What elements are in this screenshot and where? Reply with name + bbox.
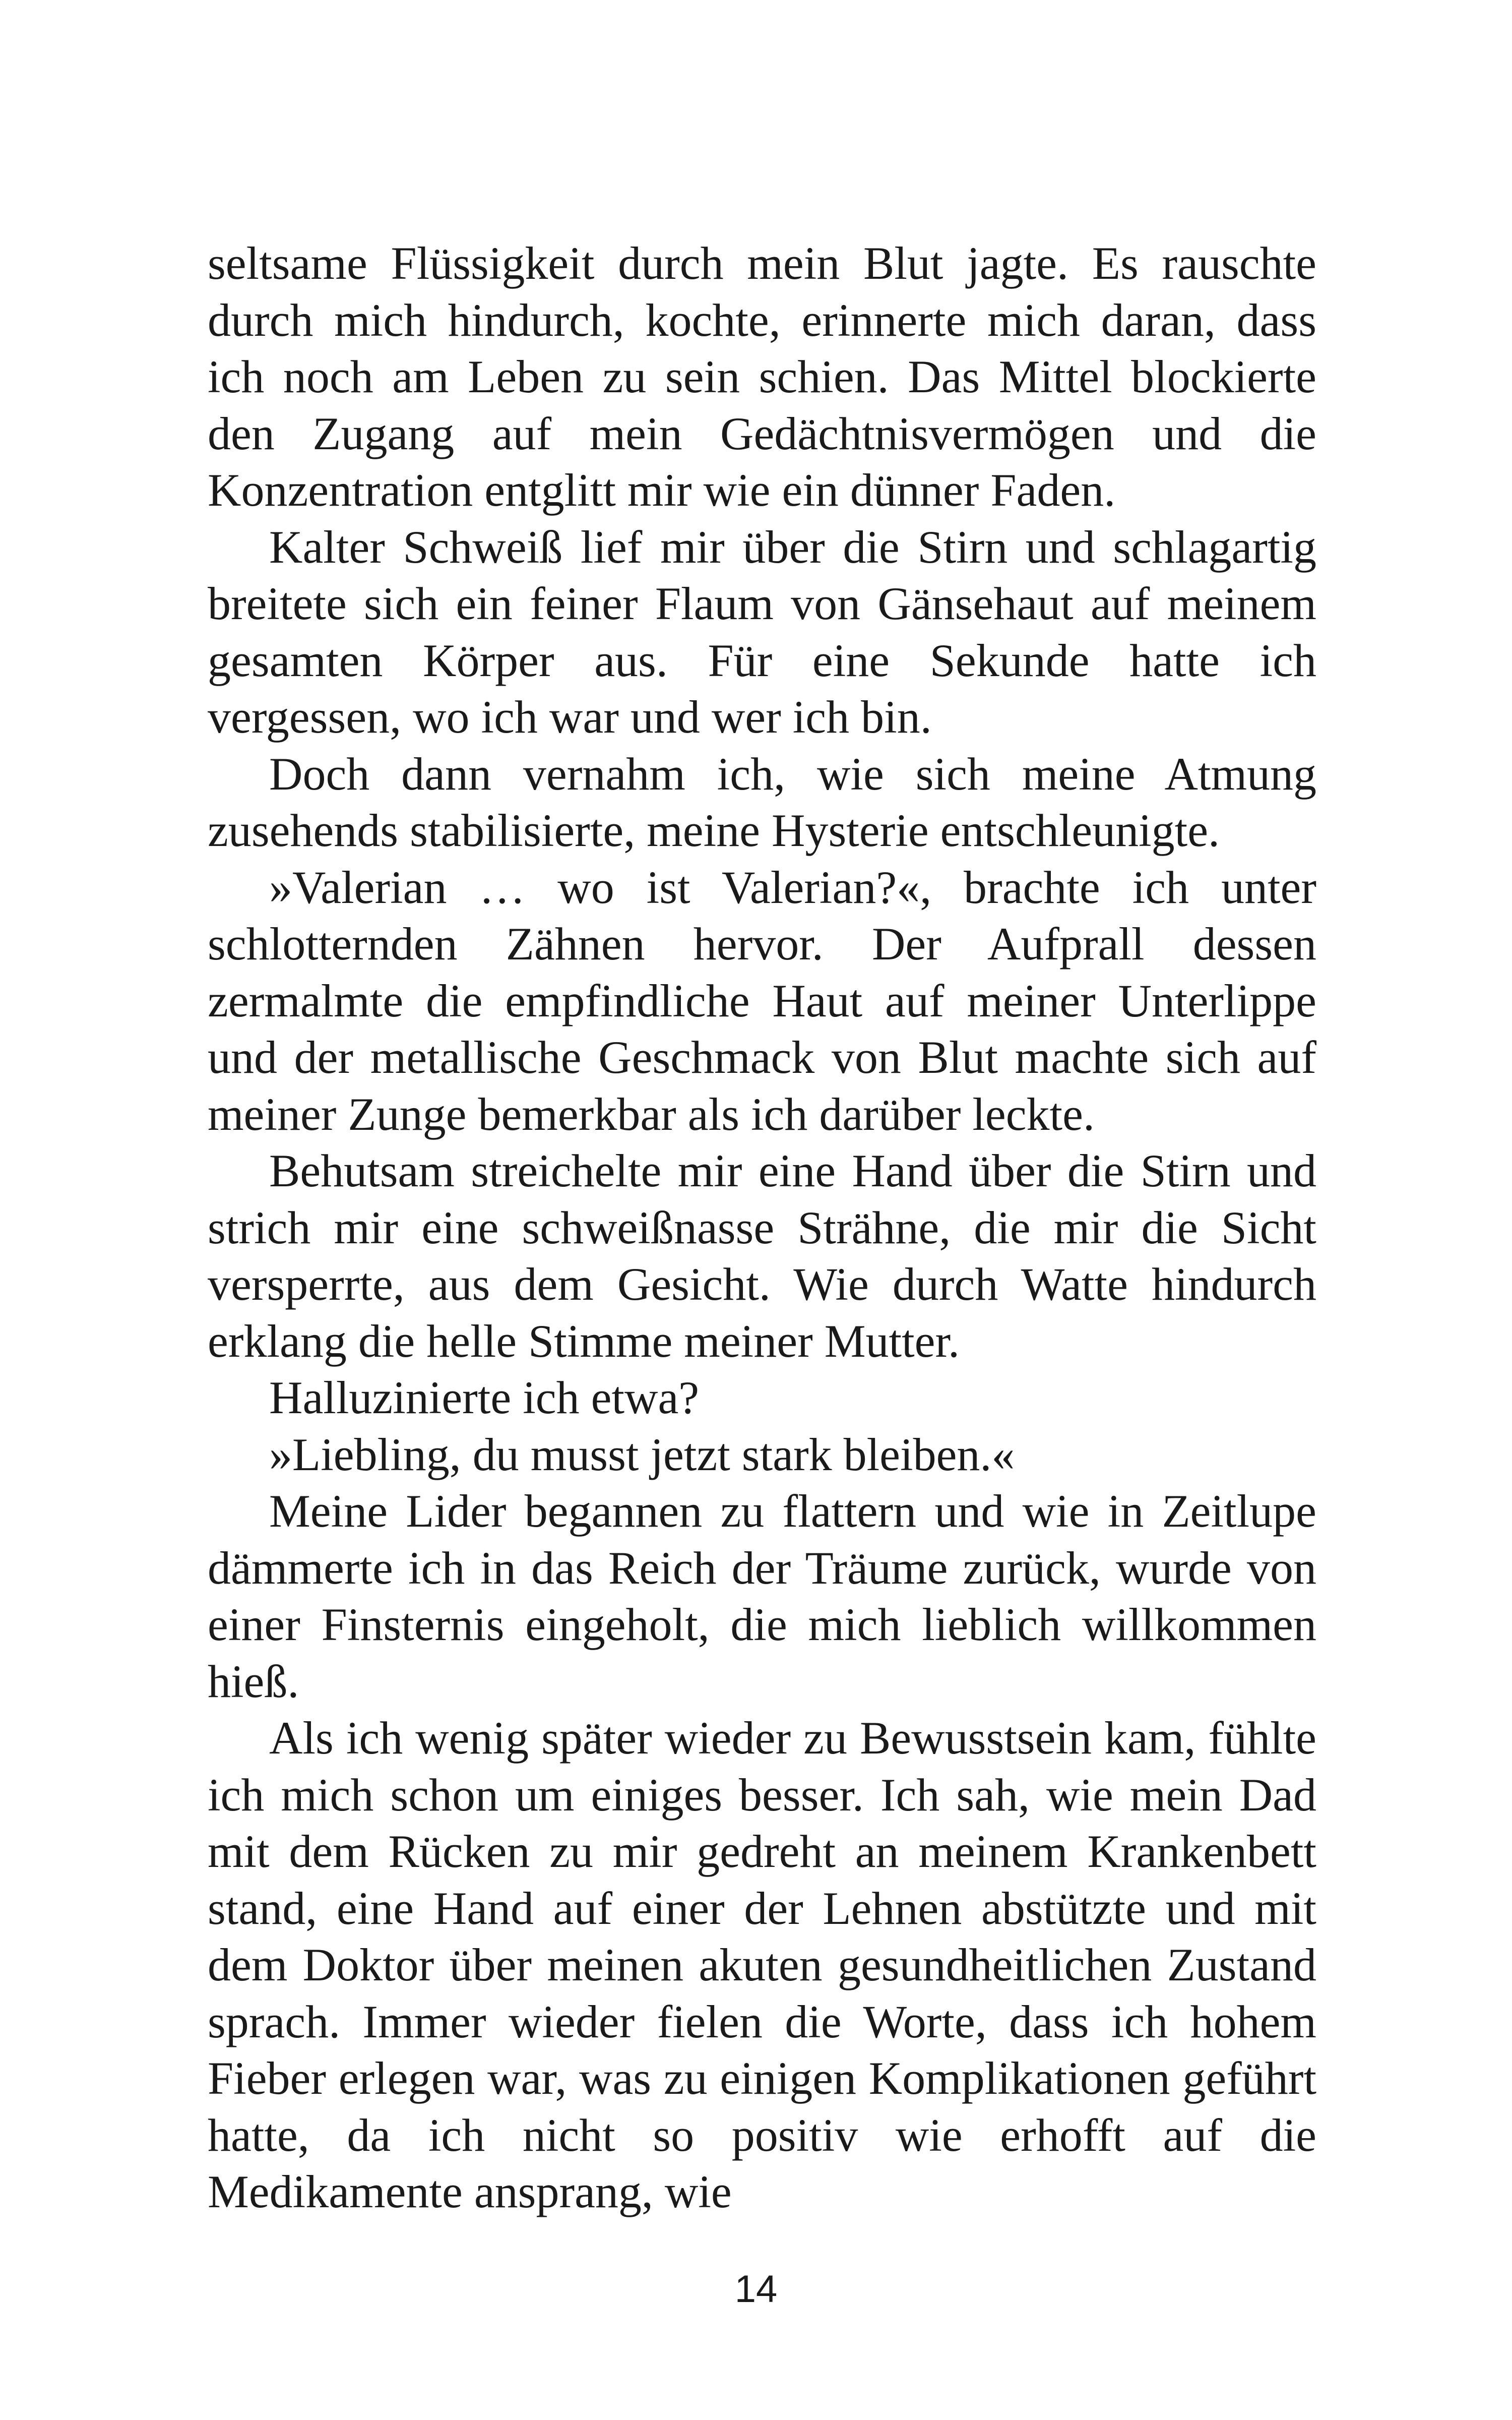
paragraph: Kalter Schweiß lief mir über die Stirn und schlagartig breitete sich ein feiner Flaum von Gänsehaut auf meinem gesamten Körper aus. Für eine Sekunde hatte ich vergessen, wo ich war und wer ich bin. bbox=[208, 521, 1316, 743]
paragraph-dialogue: »Valerian … wo ist Valerian?«, brachte ich unter schlotternden Zähnen hervor. Der Aufprall dessen zermalmte die empfindliche Haut auf meiner Unterlippe und der metallische Geschmack von Blut machte sich auf meiner Zunge bemerkbar als ich darüber leckte. bbox=[208, 861, 1316, 1140]
paragraph: Meine Lider begannen zu flattern und wie in Zeitlupe dämmerte ich in das Reich der Träume zurück, wurde von einer Finsternis eingeholt, die mich lieblich willkommen hieß. bbox=[208, 1485, 1316, 1707]
paragraph: Doch dann vernahm ich, wie sich meine Atmung zusehends stabilisierte, meine Hysterie entschleunigte. bbox=[208, 748, 1316, 856]
paragraph: Behutsam streichelte mir eine Hand über die Stirn und strich mir eine schweißnasse Strähne, die mir die Sicht versperrte, aus dem Gesicht. Wie durch Watte hindurch erklang die helle Stimme meiner Mutter. bbox=[208, 1145, 1316, 1367]
paragraph-continued: seltsame Flüssigkeit durch mein Blut jagte. Es rauschte durch mich hindurch, kochte, erinnerte mich daran, dass ich noch am Leben zu sein schien. Das Mittel blockierte den Zugang auf mein Gedächtnisvermögen und die Konzentration entglitt mir wie ein dünner Faden. bbox=[208, 237, 1316, 516]
paragraph-dialogue: »Liebling, du musst jetzt stark bleiben.« bbox=[269, 1428, 1015, 1480]
paragraph: Als ich wenig später wieder zu Bewusstsein kam, fühlte ich mich schon um einiges besser. Ich sah, wie mein Dad mit dem Rücken zu mir gedreht an meinem Krankenbett stand, eine Hand auf einer der Lehnen abstützte und mit dem Doktor über meinen akuten gesundheitlichen Zustand sprach. Immer wieder fielen die Worte, dass ich hohem Fieber erlegen war, was zu einigen Komplikationen geführt hatte, da ich nicht so positiv wie erhofft auf die Medikamente ansprang, wie bbox=[208, 1712, 1316, 2217]
body-text bbox=[208, 235, 1316, 2220]
page-number: 14 bbox=[734, 2268, 778, 2311]
paragraph: Halluzinierte ich etwa? bbox=[269, 1372, 700, 1423]
